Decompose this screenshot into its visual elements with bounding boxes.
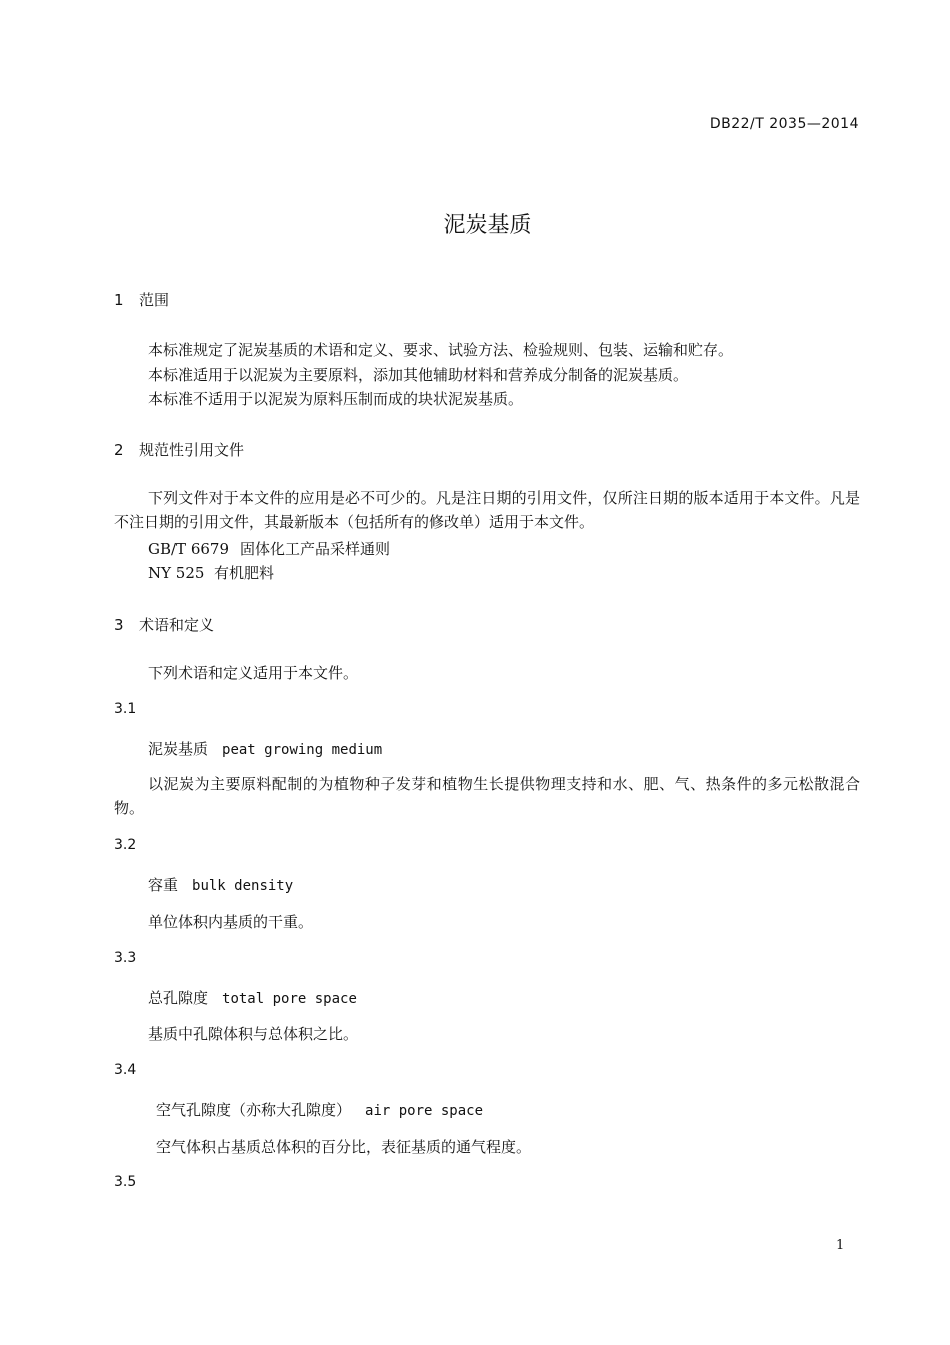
reference-name: 固体化工产品采样通则	[240, 540, 391, 558]
term-english: total pore space	[222, 991, 357, 1007]
term-chinese: 容重	[148, 876, 179, 894]
standard-code: DB22/T 2035—2014	[709, 116, 859, 132]
term-heading	[148, 874, 293, 895]
term-english: bulk density	[192, 878, 294, 894]
term-number: 3.1	[114, 701, 137, 717]
page-number: 1	[836, 1238, 845, 1253]
section-title: 范围	[139, 291, 170, 309]
references-intro: 下列文件对于本文件的应用是必不可少的。凡是注日期的引用文件，仅所注日期的版本适用于本文件。凡是不注日期的引用文件，其最新版本（包括所有的修改单）适用于本文件。	[114, 489, 860, 531]
terms-intro: 下列术语和定义适用于本文件。	[148, 664, 359, 682]
section-1-heading	[114, 289, 169, 310]
document-title: 泥炭基质	[443, 213, 532, 238]
reference-item	[148, 562, 274, 583]
term-heading	[148, 987, 357, 1008]
term-heading	[156, 1099, 483, 1120]
term-definition: 单位体积内基质的干重。	[148, 913, 314, 931]
term-definition: 基质中孔隙体积与总体积之比。	[148, 1025, 359, 1043]
scope-paragraph: 本标准规定了泥炭基质的术语和定义、要求、试验方法、检验规则、包装、运输和贮存。	[148, 341, 734, 359]
term-number: 3.3	[114, 950, 137, 966]
section-number: 2	[114, 441, 124, 459]
term-heading	[148, 738, 382, 759]
reference-code: NY 525	[148, 564, 205, 582]
term-number: 3.5	[114, 1174, 137, 1190]
reference-item	[148, 538, 390, 559]
term-chinese: 空气孔隙度（亦称大孔隙度）	[156, 1101, 352, 1119]
reference-name: 有机肥料	[214, 564, 275, 582]
term-chinese: 泥炭基质	[148, 740, 209, 758]
reference-code: GB/T 6679	[148, 540, 230, 558]
term-english: peat growing medium	[222, 742, 383, 758]
section-3-heading	[114, 614, 214, 635]
section-title: 术语和定义	[139, 616, 215, 634]
term-chinese: 总孔隙度	[148, 989, 209, 1007]
section-number: 1	[114, 291, 124, 309]
term-number: 3.4	[114, 1062, 137, 1078]
section-2-heading	[114, 439, 244, 460]
term-definition: 空气体积占基质总体积的百分比，表征基质的通气程度。	[156, 1138, 532, 1156]
term-english: air pore space	[365, 1103, 484, 1119]
section-title: 规范性引用文件	[139, 441, 245, 459]
scope-paragraph: 本标准不适用于以泥炭为原料压制而成的块状泥炭基质。	[148, 390, 524, 408]
scope-paragraph: 本标准适用于以泥炭为主要原料，添加其他辅助材料和营养成分制备的泥炭基质。	[148, 366, 689, 384]
term-number: 3.2	[114, 837, 137, 853]
section-number: 3	[114, 616, 124, 634]
term-definition: 以泥炭为主要原料配制的为植物种子发芽和植物生长提供物理支持和水、肥、气、热条件的多元松散混合物。	[114, 775, 860, 817]
